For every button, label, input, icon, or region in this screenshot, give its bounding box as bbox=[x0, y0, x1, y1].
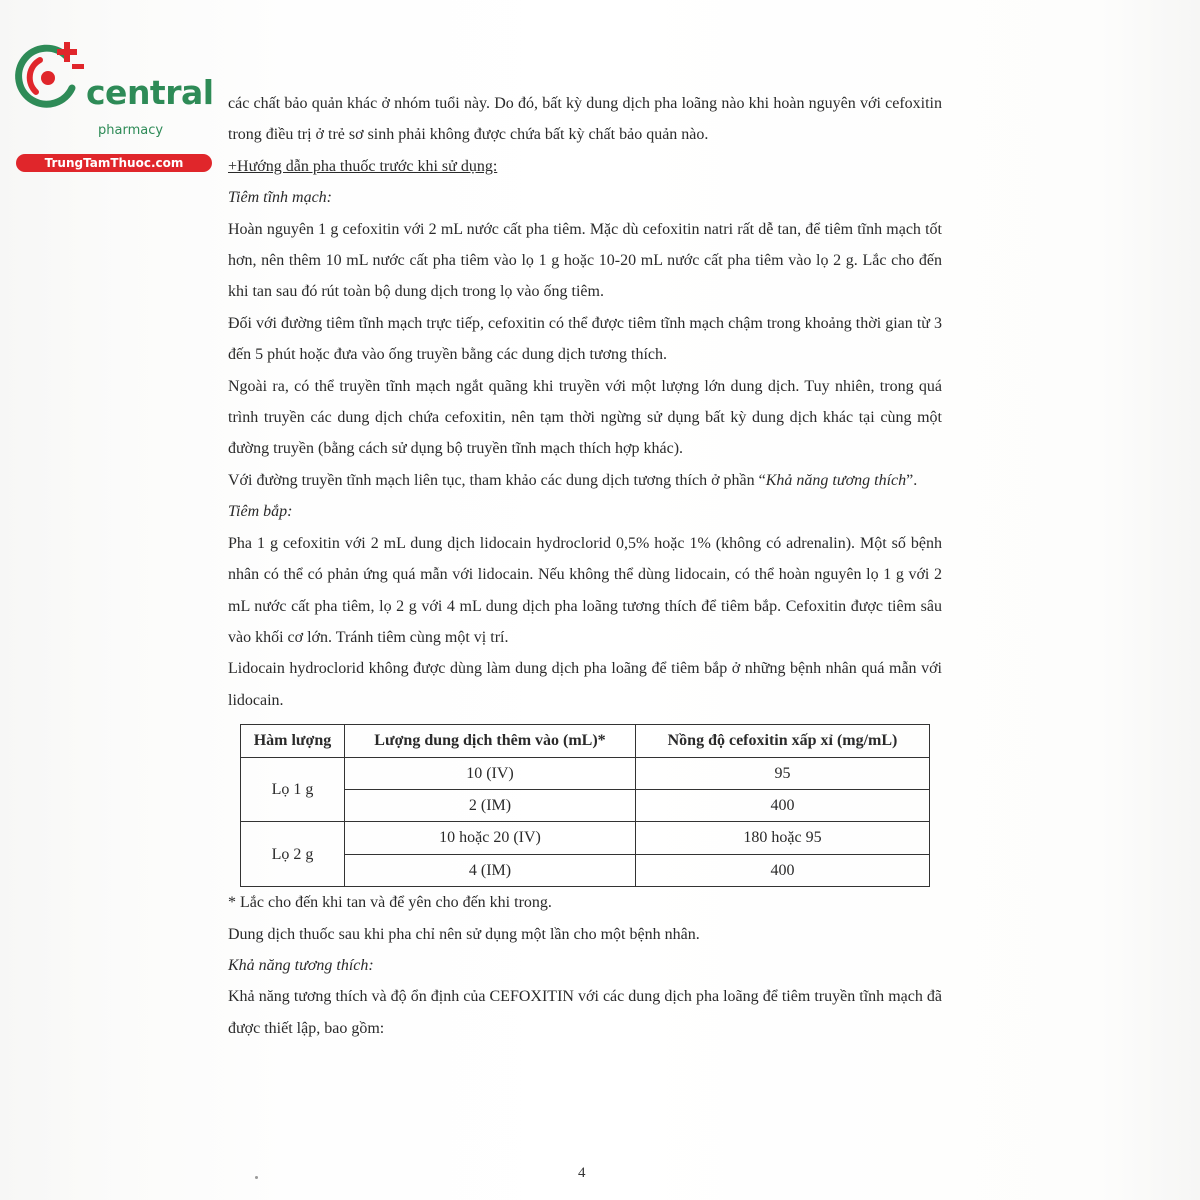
table-header-row bbox=[241, 725, 930, 757]
dilution-table bbox=[240, 724, 930, 887]
central-pharmacy-cross-logo-icon bbox=[10, 36, 90, 116]
paragraph-im-lidocaine-warning: Lidocain hydroclorid không được dùng làm dung dịch pha loãng để tiêm bắp ở những bệnh nhân quá mẫn với lidocain. bbox=[228, 660, 942, 709]
paragraph-single-use: Dung dịch thuốc sau khi pha chỉ nên sử dụng một lần cho một bệnh nhân. bbox=[228, 925, 700, 943]
table-cell-strength: Lọ 1 g bbox=[241, 757, 345, 822]
table-cell-strength: Lọ 2 g bbox=[241, 822, 345, 887]
scan-speck bbox=[255, 1176, 258, 1179]
table-row bbox=[241, 789, 930, 821]
table-header-concentration: Nồng độ cefoxitin xấp xỉ (mg/mL) bbox=[636, 725, 930, 757]
paragraph-iv-direct: Đối với đường tiêm tĩnh mạch trực tiếp, cefoxitin có thể được tiêm tĩnh mạch chậm trong khoảng thời gian từ 3 đến 5 phút hoặc đưa vào ống truyền bằng các dung dịch tương thích. bbox=[228, 314, 942, 364]
table-cell-volume: 10 hoặc 20 (IV) bbox=[345, 822, 636, 854]
page-number: 4 bbox=[578, 1165, 586, 1181]
table-cell-concentration: 400 bbox=[636, 789, 930, 821]
paragraph-preservatives: các chất bảo quản khác ở nhóm tuổi này. Do đó, bất kỳ dung dịch pha loãng nào khi hoàn nguyên với cefoxitin trong điều trị ở trẻ sơ sinh phải không được chứa bất kỳ chất bảo quản nào. bbox=[228, 95, 942, 144]
table-row bbox=[241, 854, 930, 886]
central-pharmacy-logo[interactable] bbox=[10, 36, 215, 170]
paragraph-compatibility: Khả năng tương thích và độ ổn định của CEFOXITIN với các dung dịch pha loãng để tiêm truyền tĩnh mạch đã được thiết lập, bao gồm: bbox=[228, 988, 942, 1037]
table-footnote: * Lắc cho đến khi tan và để yên cho đến khi trong. bbox=[228, 894, 552, 912]
table-cell-concentration: 95 bbox=[636, 757, 930, 789]
table-row bbox=[241, 822, 930, 854]
logo-brand-name: central bbox=[86, 73, 214, 112]
paragraph-iv-continuous bbox=[228, 465, 942, 496]
table-header-volume: Lượng dung dịch thêm vào (mL)* bbox=[345, 725, 636, 757]
paragraph-im-reconstitution: Pha 1 g cefoxitin với 2 mL dung dịch lidocain hydroclorid 0,5% hoặc 1% (không có adrenalin). Một số bệnh nhân có thể có phản ứng quá mẫn với lidocain. Nếu không thể dùng lidocain, có thể hoàn nguyên lọ 1 g với 2 mL nước cất pha tiêm, lọ 2 g với 4 mL dung dịch pha loãng tương thích để tiêm bắp. Cefoxitin được tiêm sâu vào khối cơ lớn. Tránh tiêm cùng một vị trí. bbox=[228, 534, 942, 646]
document-body bbox=[228, 88, 942, 1044]
compatibility-reference: Khả năng tương thích bbox=[765, 471, 907, 489]
paragraph-iv-reconstitution: Hoàn nguyên 1 g cefoxitin với 2 mL nước cất pha tiêm. Mặc dù cefoxitin natri rất dễ tan, để tiêm tĩnh mạch tốt hơn, nên thêm 10 mL nước cất pha tiêm vào lọ 1 g hoặc 10-20 mL nước cất pha tiêm vào lọ 2 g. Lắc cho đến khi tan sau đó rút toàn bộ dung dịch trong lọ vào ống tiêm. bbox=[228, 220, 942, 301]
logo-brand-sub: pharmacy bbox=[98, 123, 164, 138]
paragraph-iv-intermittent: Ngoài ra, có thể truyền tĩnh mạch ngắt quãng khi truyền với một lượng lớn dung dịch. Tuy nhiên, trong quá trình truyền các dung dịch chứa cefoxitin, nên tạm thời ngừng sử dụng bất kỳ dung dịch khác tại cùng một đường truyền (bằng cách sử dụng bộ truyền tĩnh mạch thích hợp khác). bbox=[228, 377, 942, 458]
logo-site-url[interactable]: TrungTamThuoc.com bbox=[16, 154, 212, 172]
heading-compatibility: Khả năng tương thích: bbox=[228, 956, 374, 974]
iv-continuous-text: Với đường truyền tĩnh mạch liên tục, tham khảo các dung dịch tương thích ở phần “ bbox=[228, 471, 766, 489]
heading-preparation: +Hướng dẫn pha thuốc trước khi sử dụng: bbox=[228, 157, 498, 175]
heading-intramuscular: Tiêm bắp: bbox=[228, 503, 293, 521]
table-cell-volume: 2 (IM) bbox=[345, 789, 636, 821]
table-cell-concentration: 180 hoặc 95 bbox=[636, 822, 930, 854]
table-cell-volume: 10 (IV) bbox=[345, 757, 636, 789]
table-header-strength: Hàm lượng bbox=[241, 725, 345, 757]
heading-intravenous: Tiêm tĩnh mạch: bbox=[228, 189, 332, 207]
table-row bbox=[241, 757, 930, 789]
iv-continuous-end: ”. bbox=[906, 471, 918, 489]
table-cell-volume: 4 (IM) bbox=[345, 854, 636, 886]
table-cell-concentration: 400 bbox=[636, 854, 930, 886]
